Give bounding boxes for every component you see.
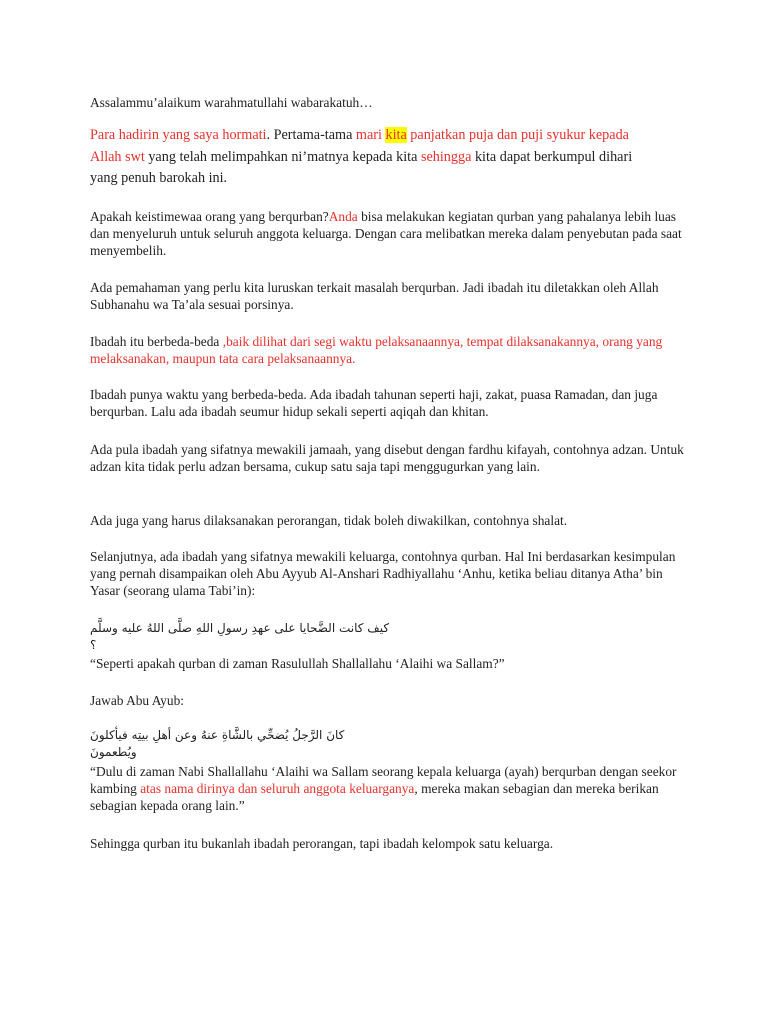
arabic-question: كيف كانت الضَّحايا على عهدِ رسولِ اللهِ صلَّى اللهُ عليه وسلَّم ؟ [90, 621, 390, 652]
highlighted-word-kita: kita [385, 127, 407, 143]
paragraph-text: Sehingga qurban itu bukanlah ibadah perorangan, tapi ibadah kelompok satu keluarga. [90, 836, 554, 851]
paragraph-text: Ada pemahaman yang perlu kita luruskan terkait masalah berqurban. Jadi ibadah itu diletakkan oleh Allah Subhanahu wa Ta’ala sesuai porsinya. [90, 280, 659, 313]
opening-text-2: yang telah melimpahkan ni’matnya kepada kita [144, 148, 421, 165]
paragraph-translation-answer [90, 763, 690, 815]
audience-address: Para hadirin yang saya hormati [90, 127, 267, 143]
opening-text-3: kita dapat berkumpul dihari [471, 148, 633, 165]
paragraph-text: Ada pula ibadah yang sifatnya mewakili jamaah, yang disebut dengan fardhu kifayah, contohnya adzan. Untuk adzan kita tidak perlu adzan bersama, cukup satu saja tapi menggugurkan yang lain. [90, 442, 684, 475]
red-phrase-mari: mari [355, 127, 386, 143]
paragraph-text: Ibadah itu berbeda-beda [90, 334, 223, 349]
paragraph-text: bisa melakukan kegiatan qurban yang pahalanya lebih luas dan menyeluruh untuk seluruh anggota keluarga. Dengan cara melibatkan mereka dalam penyebutan pada saat menyembelih. [90, 209, 682, 259]
paragraph-text: Ibadah punya waktu yang berbeda-beda. Ada ibadah tahunan seperti haji, zakat, puasa Ramadan, dan juga berqurban. Lalu ada ibadah seumur hidup sekali seperti aqiqah dan khitan. [90, 387, 658, 420]
red-phrase-allah: Allah swt [90, 148, 145, 165]
paragraph-berbeda [90, 333, 690, 367]
paragraph-text: , mereka makan sebagian dan mereka berikan sebagian kepada orang lain.” [90, 781, 659, 814]
red-phrase-panjatkan: panjatkan puja dan puji syukur kepada [406, 127, 629, 143]
greeting-text: Assalammu’alaikum warahmatullahi wabarakatuh… [90, 95, 373, 110]
red-word-anda: Anda [328, 209, 358, 224]
paragraph-kifayah [90, 441, 690, 475]
opening-paragraph [90, 125, 690, 190]
paragraph-translation-question [90, 655, 690, 672]
arabic-answer: كانَ الرَّجلُ يُضحِّي بالشَّاةِ عنهُ وعن أهلِ بيتِه فيأكلونَ ويُطعمونَ [90, 728, 345, 759]
paragraph-text: “Seperti apakah qurban di zaman Rasulullah Shallallahu ‘Alaihi wa Sallam?” [90, 656, 505, 671]
paragraph-text: Ada juga yang harus dilaksanakan perorangan, tidak boleh diwakilkan, contohnya shalat. [90, 513, 568, 528]
paragraph-text: Jawab Abu Ayub: [90, 693, 184, 708]
greeting-paragraph [90, 94, 690, 111]
paragraph-perorangan [90, 512, 690, 529]
paragraph-keluarga [90, 548, 690, 600]
opening-text-4: yang penuh barokah ini. [90, 170, 228, 186]
opening-text: . Pertama-tama [266, 127, 356, 143]
paragraph-keistimewaan [90, 208, 690, 260]
paragraph-kesimpulan [90, 835, 690, 852]
paragraph-text: “Dulu di zaman Nabi Shallallahu ‘Alaihi wa Sallam seorang kepala keluarga (ayah) berqurban dengan seekor kambing [90, 764, 677, 797]
red-phrase-atas-nama: atas nama dirinya dan seluruh anggota keluarganya [140, 781, 415, 797]
red-phrase-waktu-tempat: ,baik dilihat dari segi waktu pelaksanaannya, tempat dilaksanakannya, orang yang melaksanakan, maupun tata cara pelaksanaannya. [90, 334, 663, 367]
paragraph-text: Apakah keistimewaa orang yang berqurban? [90, 209, 329, 224]
red-phrase-sehingga: sehingga [420, 148, 472, 165]
paragraph-waktu [90, 386, 690, 420]
paragraph-jawab [90, 692, 690, 709]
paragraph-text: Selanjutnya, ada ibadah yang sifatnya mewakili keluarga, contohnya qurban. Hal Ini berdasarkan kesimpulan yang pernah disampaikan oleh Abu Ayyub Al-Anshari Radhiyallahu ‘Anhu, ketika beliau ditanya Atha’ bin Yasar (seorang ulama Tabi’in): [90, 549, 676, 599]
paragraph-pemahaman [90, 279, 690, 313]
